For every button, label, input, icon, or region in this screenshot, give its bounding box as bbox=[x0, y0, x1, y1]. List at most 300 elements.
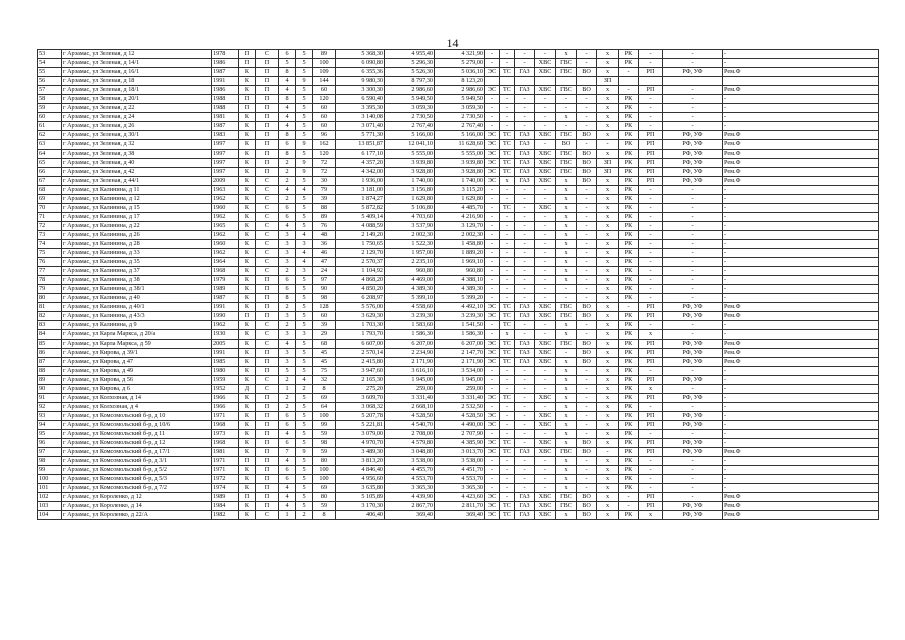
funds-cell: РФ, УФ bbox=[663, 131, 723, 140]
heating-cell: ТС bbox=[500, 203, 515, 212]
ownership-cell: К bbox=[239, 86, 256, 95]
apartments-cell: 76 bbox=[313, 221, 336, 230]
sewerage-cell: - bbox=[577, 475, 597, 484]
living-area-cell: 5 166,00 bbox=[385, 131, 435, 140]
floors-cell: 5 bbox=[296, 466, 313, 475]
repair-fund-cell: - bbox=[723, 276, 879, 285]
heating-cell: ТС bbox=[500, 348, 515, 357]
row-number-cell: 94 bbox=[38, 420, 62, 429]
hot-water-cell: х bbox=[556, 258, 577, 267]
floors-cell: 5 bbox=[296, 475, 313, 484]
sewerage-cell: - bbox=[577, 258, 597, 267]
heating-cell: - bbox=[500, 258, 515, 267]
hot-water-cell: х bbox=[556, 439, 577, 448]
electricity-cell: - bbox=[485, 59, 500, 68]
row-number-cell: 67 bbox=[38, 176, 62, 185]
ownership-cell: К bbox=[239, 321, 256, 330]
hot-water-cell: х bbox=[556, 276, 577, 285]
floors-cell: 9 bbox=[296, 140, 313, 149]
living-area-cell: 3 048,80 bbox=[385, 448, 435, 457]
total-area-cell: 3 609,70 bbox=[336, 393, 385, 402]
repair-fund-cell: Рем.Ф bbox=[723, 140, 879, 149]
living-area-cell: 1 522,30 bbox=[385, 239, 435, 248]
capital-repair-cell: РК bbox=[619, 131, 639, 140]
total-area-cell: 1 703,30 bbox=[336, 321, 385, 330]
year-cell: 1968 bbox=[212, 420, 239, 429]
address-cell: г Арзамас, ул Комсомольский б-р, д 7/2 bbox=[62, 484, 212, 493]
capital-repair-cell: РК bbox=[619, 104, 639, 113]
ownership-cell: К bbox=[239, 339, 256, 348]
address-cell: г Арзамас, ул Калинина, д 35 bbox=[62, 258, 212, 267]
row-number-cell: 60 bbox=[38, 113, 62, 122]
address-cell: г Арзамас, ул Короленко, д 14 bbox=[62, 502, 212, 511]
row-number-cell: 54 bbox=[38, 59, 62, 68]
electricity-cell: - bbox=[485, 267, 500, 276]
living-area-cell: 2 171,90 bbox=[385, 357, 435, 366]
electricity-cell: - bbox=[485, 384, 500, 393]
floors-cell: 5 bbox=[296, 402, 313, 411]
floors-cell: 5 bbox=[296, 339, 313, 348]
year-cell: 1989 bbox=[212, 285, 239, 294]
mark-cell: х bbox=[597, 339, 619, 348]
electricity-cell: - bbox=[485, 276, 500, 285]
apartments-cell: 59 bbox=[313, 502, 336, 511]
apartments-cell: 98 bbox=[313, 439, 336, 448]
address-cell: г Арзамас, ул Калинина, д 12 bbox=[62, 194, 212, 203]
floors-cell: 4 bbox=[296, 230, 313, 239]
mark-cell: х bbox=[597, 312, 619, 321]
mark-cell: ЗП bbox=[597, 158, 619, 167]
table-row bbox=[38, 321, 879, 330]
electricity-cell: ЭС bbox=[485, 176, 500, 185]
funds-cell: РФ, УФ bbox=[663, 411, 723, 420]
residential-area-cell: 1 541,50 bbox=[435, 321, 485, 330]
entrances-cell: 8 bbox=[279, 68, 296, 77]
gas-cell: - bbox=[515, 122, 535, 131]
ownership-cell: К bbox=[239, 439, 256, 448]
table-row bbox=[38, 393, 879, 402]
capital-repair-cell: РК bbox=[619, 466, 639, 475]
ownership-cell: К bbox=[239, 276, 256, 285]
sewerage-cell: - bbox=[577, 466, 597, 475]
entrances-cell: 4 bbox=[279, 484, 296, 493]
capital-repair-cell: РК bbox=[619, 158, 639, 167]
ownership-cell: К bbox=[239, 375, 256, 384]
current-repair-cell: - bbox=[639, 475, 663, 484]
floors-cell: 4 bbox=[296, 185, 313, 194]
cold-water-cell: ХВС bbox=[535, 59, 556, 68]
capital-repair-cell: - bbox=[619, 303, 639, 312]
table-row bbox=[38, 86, 879, 95]
total-area-cell: 5 207,78 bbox=[336, 411, 385, 420]
table-row bbox=[38, 439, 879, 448]
living-area-cell: 4 439,90 bbox=[385, 493, 435, 502]
floors-cell: 5 bbox=[296, 420, 313, 429]
mark-cell: х bbox=[597, 276, 619, 285]
year-cell: 1971 bbox=[212, 466, 239, 475]
sewerage-cell: ВО bbox=[577, 158, 597, 167]
capital-repair-cell: РК bbox=[619, 239, 639, 248]
address-cell: г Арзамас, ул Короленко, д 22/А bbox=[62, 511, 212, 520]
sewerage-cell: ВО bbox=[577, 312, 597, 321]
funds-cell: - bbox=[663, 104, 723, 113]
capital-repair-cell: РК bbox=[619, 203, 639, 212]
current-repair-cell: РП bbox=[639, 140, 663, 149]
ownership-cell: К bbox=[239, 357, 256, 366]
funds-cell: - bbox=[663, 267, 723, 276]
total-area-cell: 4 868,20 bbox=[336, 276, 385, 285]
heating-cell: ТС bbox=[500, 167, 515, 176]
entrances-cell: 4 bbox=[279, 457, 296, 466]
funds-cell: РФ, УФ bbox=[663, 357, 723, 366]
total-area-cell: 1 104,92 bbox=[336, 267, 385, 276]
entrances-cell: 4 bbox=[279, 86, 296, 95]
apartments-cell: 59 bbox=[313, 448, 336, 457]
total-area-cell: 6 590,40 bbox=[336, 95, 385, 104]
mark-cell: х bbox=[597, 429, 619, 438]
apartments-cell: 39 bbox=[313, 321, 336, 330]
repair-fund-cell: Рем.Ф bbox=[723, 493, 879, 502]
capital-repair-cell: РК bbox=[619, 357, 639, 366]
table-row bbox=[38, 484, 879, 493]
address-cell: г Арзамас, ул Комсомольский б-р, д 11 bbox=[62, 429, 212, 438]
living-area-cell: 4 579,80 bbox=[385, 439, 435, 448]
year-cell: 1983 bbox=[212, 131, 239, 140]
cold-water-cell: - bbox=[535, 375, 556, 384]
heating-cell: ТС bbox=[500, 393, 515, 402]
residential-area-cell: 5 036,10 bbox=[435, 68, 485, 77]
year-cell: 2005 bbox=[212, 339, 239, 348]
sewerage-cell: - bbox=[577, 384, 597, 393]
gas-cell: ГАЗ bbox=[515, 348, 535, 357]
funds-cell: РФ, УФ bbox=[663, 149, 723, 158]
entrances-cell: 3 bbox=[279, 239, 296, 248]
total-area-cell: 6 208,97 bbox=[336, 294, 385, 303]
hot-water-cell: ВО bbox=[556, 140, 577, 149]
gas-cell: ГАЗ bbox=[515, 357, 535, 366]
repair-fund-cell: - bbox=[723, 384, 879, 393]
current-repair-cell: - bbox=[639, 185, 663, 194]
capital-repair-cell: РК bbox=[619, 321, 639, 330]
current-repair-cell: х bbox=[639, 511, 663, 520]
residential-area-cell: 4 490,00 bbox=[435, 420, 485, 429]
heating-cell bbox=[500, 77, 515, 86]
ownership-cell: К bbox=[239, 122, 256, 131]
repair-fund-cell: Рем.Ф bbox=[723, 149, 879, 158]
gas-cell: - bbox=[515, 267, 535, 276]
floors-cell: 5 bbox=[296, 493, 313, 502]
capital-repair-cell: РК bbox=[619, 122, 639, 131]
funds-cell: РФ, УФ bbox=[663, 176, 723, 185]
sewerage-cell: - bbox=[577, 239, 597, 248]
total-area-cell: 4 846,40 bbox=[336, 466, 385, 475]
entrances-cell: 6 bbox=[279, 276, 296, 285]
row-number-cell: 88 bbox=[38, 366, 62, 375]
mark-cell: х bbox=[597, 230, 619, 239]
total-area-cell: 406,40 bbox=[336, 511, 385, 520]
table-row bbox=[38, 411, 879, 420]
address-cell: г Арзамас, ул Кирова, д 56 bbox=[62, 375, 212, 384]
current-repair-cell: - bbox=[639, 276, 663, 285]
floors-cell: 5 bbox=[296, 149, 313, 158]
hot-water-cell: - bbox=[556, 104, 577, 113]
sewerage-cell: ВО bbox=[577, 68, 597, 77]
cold-water-cell: - bbox=[535, 457, 556, 466]
current-repair-cell: РП bbox=[639, 68, 663, 77]
apartments-cell: 90 bbox=[313, 285, 336, 294]
total-area-cell: 1 750,65 bbox=[336, 239, 385, 248]
wall-material-cell: П bbox=[256, 312, 279, 321]
year-cell: 1997 bbox=[212, 158, 239, 167]
floors-cell: 5 bbox=[296, 393, 313, 402]
row-number-cell: 87 bbox=[38, 357, 62, 366]
mark-cell: х bbox=[597, 303, 619, 312]
table-row bbox=[38, 194, 879, 203]
apartments-cell: 88 bbox=[313, 203, 336, 212]
capital-repair-cell: РК bbox=[619, 420, 639, 429]
funds-cell: РФ, УФ bbox=[663, 502, 723, 511]
electricity-cell: ЭС bbox=[485, 149, 500, 158]
mark-cell: ЗП bbox=[597, 77, 619, 86]
repair-fund-cell: - bbox=[723, 439, 879, 448]
mark-cell: х bbox=[597, 484, 619, 493]
table-row bbox=[38, 339, 879, 348]
electricity-cell: ЭС bbox=[485, 357, 500, 366]
ownership-cell: К bbox=[239, 303, 256, 312]
address-cell: г Арзамас, ул Комсомольский б-р, д 17/1 bbox=[62, 448, 212, 457]
total-area-cell: 6 090,80 bbox=[336, 59, 385, 68]
gas-cell: - bbox=[515, 249, 535, 258]
hot-water-cell: ГВС bbox=[556, 167, 577, 176]
mark-cell: х bbox=[597, 502, 619, 511]
living-area-cell: 1 740,00 bbox=[385, 176, 435, 185]
heating-cell: - bbox=[500, 420, 515, 429]
table-row bbox=[38, 149, 879, 158]
hot-water-cell: х bbox=[556, 185, 577, 194]
total-area-cell: 3 489,30 bbox=[336, 448, 385, 457]
electricity-cell: - bbox=[485, 239, 500, 248]
repair-fund-cell: - bbox=[723, 475, 879, 484]
funds-cell: - bbox=[663, 258, 723, 267]
year-cell: 1966 bbox=[212, 402, 239, 411]
electricity-cell: ЭС bbox=[485, 411, 500, 420]
floors-cell: 5 bbox=[296, 113, 313, 122]
heating-cell: - bbox=[500, 285, 515, 294]
cold-water-cell: - bbox=[535, 122, 556, 131]
gas-cell: - bbox=[515, 104, 535, 113]
mark-cell: х bbox=[597, 330, 619, 339]
wall-material-cell: П bbox=[256, 167, 279, 176]
repair-fund-cell: - bbox=[723, 122, 879, 131]
capital-repair-cell: - bbox=[619, 502, 639, 511]
year-cell: 1987 bbox=[212, 68, 239, 77]
row-number-cell: 77 bbox=[38, 267, 62, 276]
apartments-cell: 64 bbox=[313, 402, 336, 411]
wall-material-cell: П bbox=[256, 475, 279, 484]
living-area-cell: 4 540,70 bbox=[385, 420, 435, 429]
apartments-cell: 100 bbox=[313, 411, 336, 420]
ownership-cell: К bbox=[239, 429, 256, 438]
living-area-cell: 4 955,40 bbox=[385, 50, 435, 59]
electricity-cell: ЭС bbox=[485, 167, 500, 176]
mark-cell: х bbox=[597, 113, 619, 122]
wall-material-cell: П bbox=[256, 276, 279, 285]
residential-area-cell: 2 147,70 bbox=[435, 348, 485, 357]
sewerage-cell: ВО bbox=[577, 348, 597, 357]
electricity-cell: - bbox=[485, 212, 500, 221]
sewerage-cell: ВО bbox=[577, 176, 597, 185]
electricity-cell: - bbox=[485, 330, 500, 339]
wall-material-cell: П bbox=[256, 348, 279, 357]
living-area-cell: 5 555,00 bbox=[385, 149, 435, 158]
ownership-cell: К bbox=[239, 221, 256, 230]
capital-repair-cell: РК bbox=[619, 348, 639, 357]
total-area-cell: 3 300,30 bbox=[336, 86, 385, 95]
apartments-cell: 45 bbox=[313, 348, 336, 357]
hot-water-cell: х bbox=[556, 484, 577, 493]
wall-material-cell: П bbox=[256, 285, 279, 294]
capital-repair-cell bbox=[619, 77, 639, 86]
cold-water-cell: ХВС bbox=[535, 420, 556, 429]
gas-cell: ГАЗ bbox=[515, 303, 535, 312]
residential-area-cell: 3 239,30 bbox=[435, 312, 485, 321]
repair-fund-cell: - bbox=[723, 258, 879, 267]
funds-cell: - bbox=[663, 475, 723, 484]
year-cell: 1986 bbox=[212, 59, 239, 68]
table-row bbox=[38, 303, 879, 312]
residential-area-cell: 4 423,60 bbox=[435, 493, 485, 502]
cold-water-cell: - bbox=[535, 185, 556, 194]
funds-cell: РФ, УФ bbox=[663, 375, 723, 384]
ownership-cell: К bbox=[239, 68, 256, 77]
address-cell: г Арзамас, ул Калинина, д 22 bbox=[62, 221, 212, 230]
mark-cell: х bbox=[597, 402, 619, 411]
total-area-cell: 2 149,20 bbox=[336, 230, 385, 239]
heating-cell: ТС bbox=[500, 502, 515, 511]
apartments-cell: 120 bbox=[313, 95, 336, 104]
heating-cell: - bbox=[500, 475, 515, 484]
mark-cell: х bbox=[597, 384, 619, 393]
wall-material-cell: П bbox=[256, 457, 279, 466]
residential-area-cell: 1 945,00 bbox=[435, 375, 485, 384]
repair-fund-cell: Рем.Ф bbox=[723, 448, 879, 457]
row-number-cell: 76 bbox=[38, 258, 62, 267]
gas-cell: ГАЗ bbox=[515, 339, 535, 348]
row-number-cell: 71 bbox=[38, 212, 62, 221]
wall-material-cell: П bbox=[256, 466, 279, 475]
gas-cell: - bbox=[515, 402, 535, 411]
table-row bbox=[38, 348, 879, 357]
total-area-cell: 5 105,89 bbox=[336, 493, 385, 502]
sewerage-cell: - bbox=[577, 276, 597, 285]
ownership-cell: К bbox=[239, 484, 256, 493]
total-area-cell: 3 071,40 bbox=[336, 122, 385, 131]
current-repair-cell: РП bbox=[639, 167, 663, 176]
current-repair-cell: - bbox=[639, 95, 663, 104]
ownership-cell: К bbox=[239, 402, 256, 411]
gas-cell: - bbox=[515, 366, 535, 375]
sewerage-cell: - bbox=[577, 411, 597, 420]
repair-fund-cell: - bbox=[723, 393, 879, 402]
table-row bbox=[38, 95, 879, 104]
current-repair-cell: РП bbox=[639, 339, 663, 348]
year-cell: 2009 bbox=[212, 176, 239, 185]
gas-cell: - bbox=[515, 457, 535, 466]
mark-cell: х bbox=[597, 321, 619, 330]
residential-area-cell: 6 207,00 bbox=[435, 339, 485, 348]
repair-fund-cell: - bbox=[723, 59, 879, 68]
funds-cell: РФ, УФ bbox=[663, 420, 723, 429]
hot-water-cell: х bbox=[556, 50, 577, 59]
capital-repair-cell: РК bbox=[619, 475, 639, 484]
table-row bbox=[38, 475, 879, 484]
hot-water-cell: х bbox=[556, 357, 577, 366]
floors-cell: 5 bbox=[296, 276, 313, 285]
mark-cell: х bbox=[597, 493, 619, 502]
table-row bbox=[38, 176, 879, 185]
residential-area-cell: 5 279,00 bbox=[435, 59, 485, 68]
apartments-cell: 30 bbox=[313, 176, 336, 185]
apartments-cell: 32 bbox=[313, 375, 336, 384]
year-cell: 1987 bbox=[212, 294, 239, 303]
capital-repair-cell: РК bbox=[619, 230, 639, 239]
ownership-cell: П bbox=[239, 457, 256, 466]
electricity-cell: - bbox=[485, 475, 500, 484]
mark-cell: х bbox=[597, 239, 619, 248]
wall-material-cell: С bbox=[256, 321, 279, 330]
ownership-cell: К bbox=[239, 167, 256, 176]
entrances-cell: 6 bbox=[279, 420, 296, 429]
address-cell: г Арзамас, ул Зеленая, д 26 bbox=[62, 122, 212, 131]
heating-cell: - bbox=[500, 230, 515, 239]
floors-cell: 5 bbox=[296, 294, 313, 303]
ownership-cell: К bbox=[239, 131, 256, 140]
hot-water-cell: ГВС bbox=[556, 448, 577, 457]
current-repair-cell: - bbox=[639, 239, 663, 248]
living-area-cell: 5 526,30 bbox=[385, 68, 435, 77]
repair-fund-cell: Рем.Ф bbox=[723, 131, 879, 140]
living-area-cell: 2 867,70 bbox=[385, 502, 435, 511]
hot-water-cell: ГВС bbox=[556, 502, 577, 511]
year-cell: 1960 bbox=[212, 203, 239, 212]
heating-cell: ТС bbox=[500, 149, 515, 158]
sewerage-cell: - bbox=[577, 113, 597, 122]
entrances-cell: 3 bbox=[279, 357, 296, 366]
floors-cell: 5 bbox=[296, 484, 313, 493]
heating-cell: - bbox=[500, 212, 515, 221]
wall-material-cell: П bbox=[256, 77, 279, 86]
sewerage-cell: - bbox=[577, 212, 597, 221]
living-area-cell: 2 767,40 bbox=[385, 122, 435, 131]
address-cell: г Арзамас, ул Калинина, д 33 bbox=[62, 249, 212, 258]
residential-area-cell: 4 485,70 bbox=[435, 203, 485, 212]
residential-area-cell: 3 331,40 bbox=[435, 393, 485, 402]
address-cell: г Арзамас, ул Зеленая, д 24 bbox=[62, 113, 212, 122]
sewerage-cell: - bbox=[577, 194, 597, 203]
ownership-cell: К bbox=[239, 203, 256, 212]
mark-cell: х bbox=[597, 176, 619, 185]
cold-water-cell: - bbox=[535, 294, 556, 303]
apartments-cell: 80 bbox=[313, 493, 336, 502]
funds-cell: - bbox=[663, 429, 723, 438]
electricity-cell bbox=[485, 77, 500, 86]
hot-water-cell: ГВС bbox=[556, 312, 577, 321]
address-cell: г Арзамас, ул Комсомольский б-р, д 3/1 bbox=[62, 457, 212, 466]
floors-cell: 3 bbox=[296, 330, 313, 339]
apartments-cell: 100 bbox=[313, 475, 336, 484]
cold-water-cell: ХВС bbox=[535, 493, 556, 502]
current-repair-cell: - bbox=[639, 249, 663, 258]
